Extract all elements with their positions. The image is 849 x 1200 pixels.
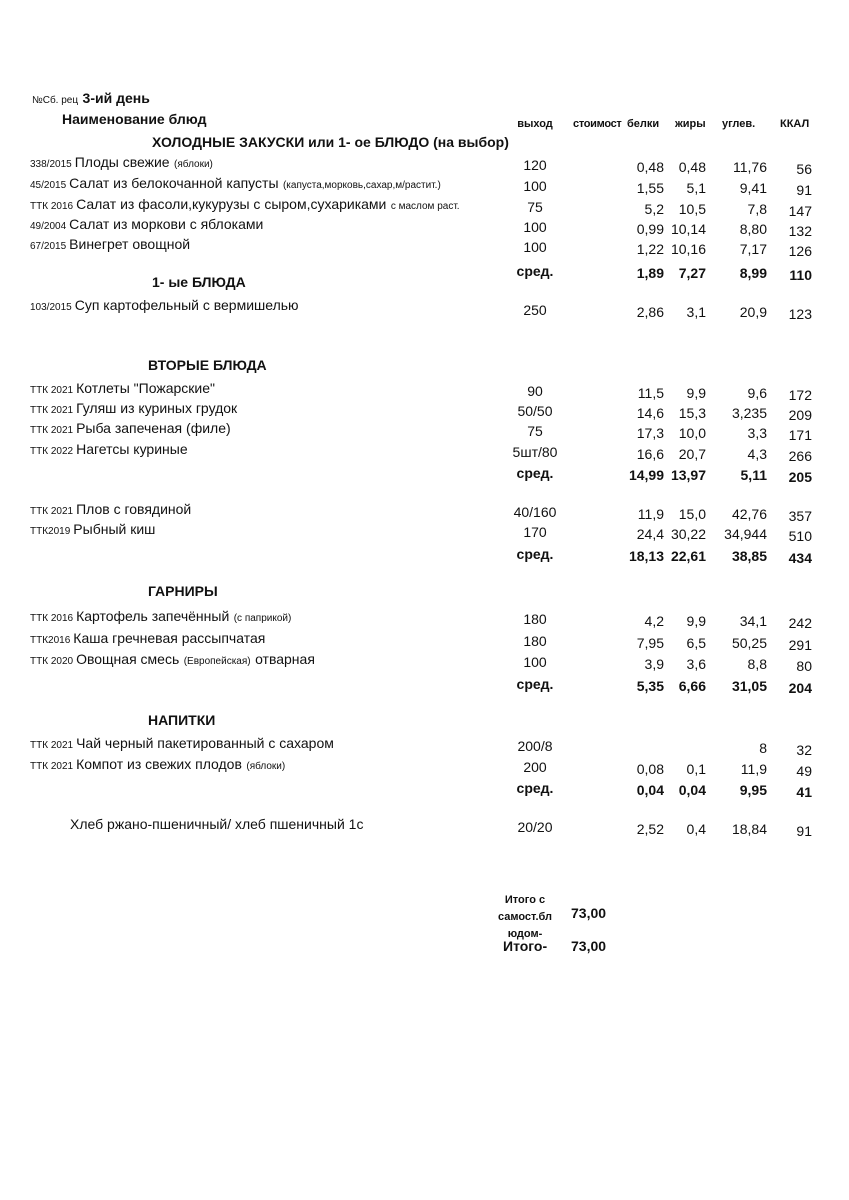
carbs-cell: 9,6 — [747, 385, 767, 401]
column-header-fat: жиры — [675, 118, 706, 130]
dish-name: Картофель запечённый — [76, 608, 230, 624]
dish-name-cell — [30, 420, 231, 438]
output-cell: 170 — [523, 524, 547, 540]
kcal-cell: 91 — [796, 182, 812, 198]
fat-cell: 10,0 — [678, 425, 706, 441]
section-heading: ГАРНИРЫ — [148, 583, 218, 599]
dish-name-suffix: отварная — [255, 651, 315, 667]
output-cell: 180 — [523, 611, 547, 627]
output-cell: 100 — [523, 219, 547, 235]
carbs-cell: 8,99 — [739, 265, 767, 281]
fat-cell: 30,22 — [670, 526, 706, 542]
column-header-output: выход — [517, 118, 553, 130]
total-with-own-dishes-value: 73,00 — [571, 905, 607, 921]
dish-name-cell — [30, 236, 190, 254]
kcal-cell: 126 — [788, 243, 812, 259]
output-cell: 200 — [523, 759, 547, 775]
fat-cell: 10,5 — [678, 201, 706, 217]
carbs-cell: 50,25 — [731, 635, 767, 651]
dish-name: Плоды свежие — [74, 154, 170, 170]
fat-cell: 9,9 — [686, 613, 706, 629]
dish-note: (яблоки) — [246, 761, 286, 772]
dish-name: Плов с говядиной — [76, 501, 192, 517]
dish-name-column-header: Наименование блюд — [62, 111, 207, 127]
kcal-cell: 266 — [788, 448, 812, 464]
recipe-code: ТТК 2021 — [30, 425, 74, 436]
recipe-code: 67/2015 — [30, 241, 67, 252]
protein-cell: 1,89 — [636, 265, 664, 281]
recipe-code: 338/2015 — [30, 159, 72, 170]
carbs-cell: 11,76 — [733, 159, 767, 175]
protein-cell: 0,99 — [636, 221, 664, 237]
protein-cell: 5,2 — [644, 201, 664, 217]
document-header — [32, 90, 150, 108]
recipe-code: 103/2015 — [30, 302, 72, 313]
carbs-cell: 34,944 — [724, 526, 767, 542]
output-cell: 75 — [527, 199, 543, 215]
protein-cell: 3,9 — [644, 656, 664, 672]
dish-name: Котлеты "Пожарские" — [76, 380, 215, 396]
fat-cell: 6,5 — [686, 635, 706, 651]
protein-cell: 0,48 — [636, 159, 664, 175]
kcal-cell: 41 — [796, 784, 812, 800]
protein-cell: 2,52 — [636, 821, 664, 837]
output-cell: сред. — [516, 546, 554, 562]
kcal-cell: 204 — [788, 680, 812, 696]
dish-name: Суп картофельный с вермишелью — [74, 297, 299, 313]
fat-cell: 0,4 — [686, 821, 706, 837]
output-cell: 100 — [523, 178, 547, 194]
kcal-cell: 357 — [788, 508, 812, 524]
recipe-code: ТТК 2022 — [30, 446, 74, 457]
kcal-cell: 291 — [788, 637, 812, 653]
total-label-line: Итого с — [504, 894, 546, 906]
dish-name-cell — [30, 380, 215, 398]
column-header-cost: стоимост — [573, 118, 622, 130]
recipe-code: 45/2015 — [30, 180, 67, 191]
carbs-cell: 11,9 — [740, 761, 767, 777]
total-label-line: юдом- — [507, 928, 543, 940]
dish-name-cell — [30, 216, 263, 234]
protein-cell: 17,3 — [636, 425, 664, 441]
protein-cell: 14,99 — [628, 467, 664, 483]
dish-name-cell — [30, 630, 265, 648]
protein-cell: 7,95 — [636, 635, 664, 651]
kcal-cell: 132 — [788, 223, 812, 239]
kcal-cell: 49 — [796, 763, 812, 779]
kcal-cell: 510 — [788, 528, 812, 544]
fat-cell: 7,27 — [678, 265, 706, 281]
protein-cell: 2,86 — [636, 304, 664, 320]
carbs-cell: 9,95 — [739, 782, 767, 798]
dish-name: Салат из белокочанной капусты — [69, 175, 279, 191]
output-cell: 120 — [523, 157, 547, 173]
kcal-cell: 434 — [788, 550, 812, 566]
total-label-line: самост.бл — [497, 911, 553, 923]
kcal-cell: 32 — [796, 742, 812, 758]
carbs-cell: 8 — [759, 740, 767, 756]
output-cell: сред. — [516, 263, 554, 279]
carbs-cell: 9,41 — [739, 180, 767, 196]
protein-cell: 1,55 — [636, 180, 664, 196]
carbs-cell: 4,3 — [747, 446, 767, 462]
fat-cell: 13,97 — [670, 467, 706, 483]
dish-name-cell — [30, 154, 213, 172]
kcal-cell: 242 — [788, 615, 812, 631]
kcal-cell: 171 — [788, 427, 812, 443]
section-heading: ХОЛОДНЫЕ ЗАКУСКИ или 1- ое БЛЮДО (на выбор) — [152, 134, 509, 150]
output-cell: сред. — [516, 676, 554, 692]
output-cell: сред. — [516, 465, 554, 481]
carbs-cell: 34,1 — [739, 613, 767, 629]
dish-name: Хлеб ржано-пшеничный/ хлеб пшеничный 1с — [70, 816, 364, 832]
fat-cell: 15,3 — [678, 405, 706, 421]
recipe-code: ТТК 2016 — [30, 201, 74, 212]
dish-name: Салат из фасоли,кукурузы с сыром,сухариками — [76, 196, 387, 212]
carbs-cell: 38,85 — [731, 548, 767, 564]
dish-name-cell — [30, 175, 441, 193]
column-header-kcal: ККАЛ — [780, 118, 810, 130]
carbs-cell: 20,9 — [739, 304, 767, 320]
output-cell: 20/20 — [517, 819, 553, 835]
carbs-cell: 5,11 — [740, 467, 767, 483]
dish-note: (Европейская) — [183, 656, 251, 667]
dish-name: Салат из моркови с яблоками — [69, 216, 264, 232]
section-heading: ВТОРЫЕ БЛЮДА — [148, 357, 267, 373]
protein-cell: 14,6 — [636, 405, 664, 421]
section-heading: 1- ые БЛЮДА — [152, 274, 246, 290]
dish-note: (с паприкой) — [233, 613, 292, 624]
dish-name: Каша гречневая рассыпчатая — [73, 630, 266, 646]
dish-name-cell — [30, 756, 285, 774]
carbs-cell: 3,235 — [731, 405, 767, 421]
protein-cell: 18,13 — [628, 548, 664, 564]
fat-cell: 3,1 — [686, 304, 706, 320]
fat-cell: 0,48 — [678, 159, 706, 175]
dish-name-cell — [30, 441, 188, 459]
total-label: Итого- — [503, 938, 548, 954]
fat-cell: 5,1 — [686, 180, 706, 196]
fat-cell: 15,0 — [678, 506, 706, 522]
dish-name: Рыба запеченая (филе) — [76, 420, 231, 436]
recipe-code: ТТК 2016 — [30, 613, 74, 624]
fat-cell: 22,61 — [670, 548, 706, 564]
dish-name: Чай черный пакетированный с сахаром — [76, 735, 334, 751]
total-value: 73,00 — [571, 938, 607, 954]
protein-cell: 16,6 — [636, 446, 664, 462]
fat-cell: 10,14 — [670, 221, 706, 237]
carbs-cell: 7,17 — [739, 241, 767, 257]
dish-note: с маслом раст. — [390, 201, 460, 212]
output-cell: 250 — [523, 302, 547, 318]
protein-cell: 0,04 — [636, 782, 664, 798]
output-cell: 180 — [523, 633, 547, 649]
protein-cell: 4,2 — [644, 613, 664, 629]
section-heading: НАПИТКИ — [148, 712, 216, 728]
fat-cell: 3,6 — [686, 656, 706, 672]
fat-cell: 9,9 — [686, 385, 706, 401]
output-cell: 100 — [523, 654, 547, 670]
dish-name: Гуляш из куриных грудок — [76, 400, 238, 416]
carbs-cell: 42,76 — [731, 506, 767, 522]
protein-cell: 0,08 — [636, 761, 664, 777]
dish-name: Овощная смесь — [76, 651, 180, 667]
dish-name-cell — [30, 196, 460, 214]
output-cell: сред. — [516, 780, 554, 796]
recipe-code: ТТК 2021 — [30, 506, 74, 517]
kcal-cell: 123 — [788, 306, 812, 322]
protein-cell: 11,5 — [637, 385, 664, 401]
dish-name-cell — [30, 400, 237, 418]
kcal-cell: 147 — [788, 203, 812, 219]
fat-cell: 10,16 — [670, 241, 706, 257]
output-cell: 5шт/80 — [512, 444, 558, 460]
recipe-code: ТТК 2021 — [30, 761, 74, 772]
protein-cell: 24,4 — [636, 526, 664, 542]
kcal-cell: 172 — [788, 387, 812, 403]
recipe-code: ТТК 2021 — [30, 385, 74, 396]
kcal-cell: 56 — [796, 161, 812, 177]
fat-cell: 20,7 — [678, 446, 706, 462]
dish-name: Нагетсы куриные — [76, 441, 188, 457]
recipe-code: ТТК 2021 — [30, 405, 74, 416]
kcal-cell: 110 — [789, 267, 812, 283]
column-header-carbs: углев. — [722, 118, 756, 130]
fat-cell: 6,66 — [678, 678, 706, 694]
output-cell: 50/50 — [517, 403, 553, 419]
dish-name-cell — [70, 816, 363, 834]
recipe-code-label: №Сб. рец — [32, 95, 79, 106]
dish-name-cell — [30, 735, 334, 753]
column-header-protein: белки — [627, 118, 660, 130]
kcal-cell: 209 — [788, 407, 812, 423]
dish-name: Рыбный киш — [73, 521, 156, 537]
recipe-code: ТТК2019 — [30, 526, 71, 537]
recipe-code: ТТК 2020 — [30, 656, 74, 667]
output-cell: 75 — [527, 423, 543, 439]
total-with-own-dishes-label — [490, 892, 560, 943]
fat-cell: 0,1 — [686, 761, 706, 777]
day-title: 3-ий день — [82, 90, 150, 106]
dish-name-cell — [30, 521, 155, 539]
output-cell: 100 — [523, 239, 547, 255]
protein-cell: 5,35 — [636, 678, 664, 694]
dish-note: (капуста,морковь,сахар,м/растит.) — [282, 180, 441, 191]
output-cell: 90 — [527, 383, 543, 399]
dish-name: Винегрет овощной — [69, 236, 191, 252]
kcal-cell: 80 — [796, 658, 812, 674]
dish-name-cell — [30, 608, 291, 626]
carbs-cell: 31,05 — [731, 678, 767, 694]
output-cell: 40/160 — [513, 504, 557, 520]
fat-cell: 0,04 — [678, 782, 706, 798]
dish-note: (яблоки) — [174, 159, 213, 170]
carbs-cell: 8,8 — [747, 656, 767, 672]
recipe-code: ТТК2016 — [30, 635, 71, 646]
protein-cell: 11,9 — [637, 506, 664, 522]
carbs-cell: 7,8 — [747, 201, 767, 217]
kcal-cell: 91 — [796, 823, 812, 839]
dish-name-cell — [30, 297, 299, 315]
carbs-cell: 18,84 — [731, 821, 767, 837]
carbs-cell: 8,80 — [739, 221, 767, 237]
dish-name-cell — [30, 501, 191, 519]
kcal-cell: 205 — [788, 469, 812, 485]
output-cell: 200/8 — [517, 738, 553, 754]
recipe-code: ТТК 2021 — [30, 740, 74, 751]
recipe-code: 49/2004 — [30, 221, 67, 232]
dish-name: Компот из свежих плодов — [76, 756, 242, 772]
dish-name-cell — [30, 651, 315, 669]
protein-cell: 1,22 — [636, 241, 664, 257]
carbs-cell: 3,3 — [747, 425, 767, 441]
